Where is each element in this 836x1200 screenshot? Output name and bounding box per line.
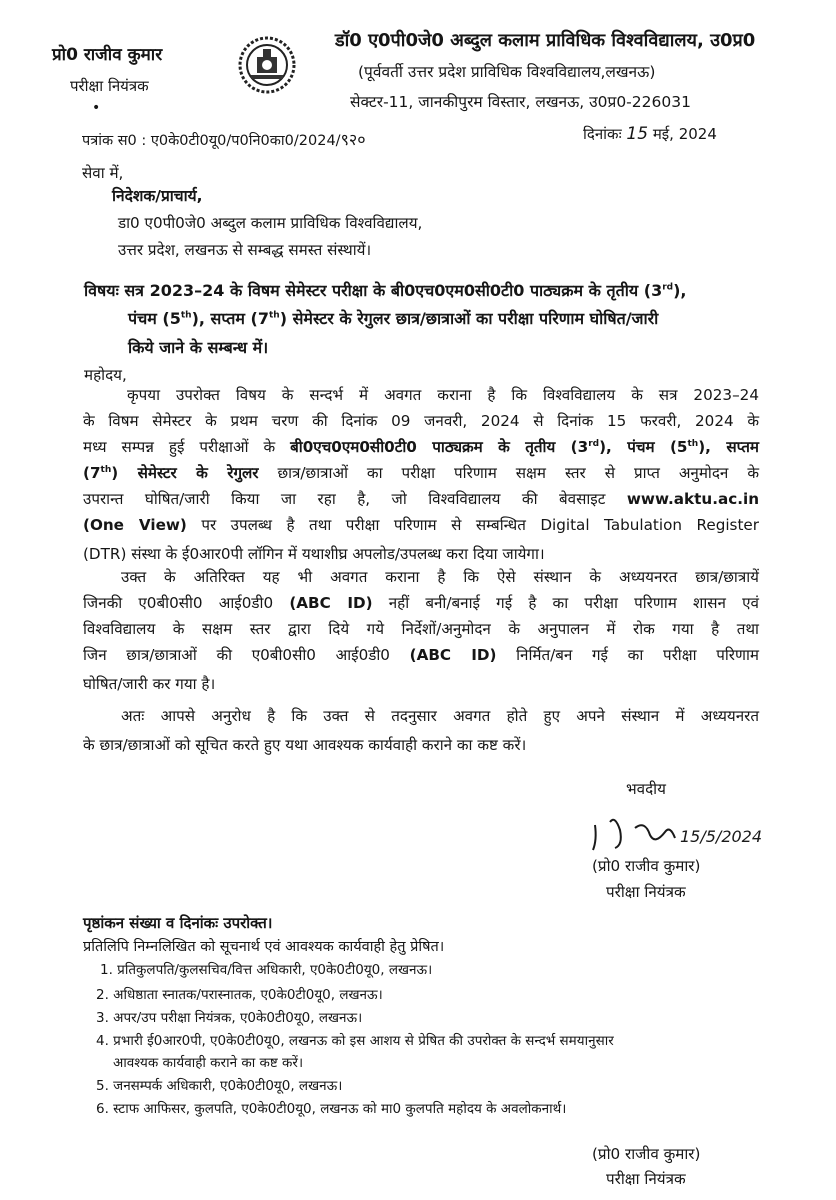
reference-handwritten-number: ९२० bbox=[340, 130, 366, 149]
paragraph-1-line-7: (DTR) संस्था के ई0आर0पी लॉगिन में यथाशीघ्र अपलोड/उपलब्ध करा दिया जायेगा। bbox=[83, 545, 545, 563]
endorsement-intro: प्रतिलिपि निम्नलिखित को सूचनार्थ एवं आवश्यक कार्यवाही हेतु प्रेषित। bbox=[83, 939, 445, 955]
paragraph-1-line-5: उपरान्त घोषित/जारी किया जा रहा है, जो विश्वविद्यालय की बेवसाइट www.aktu.ac.in bbox=[83, 490, 760, 508]
date-month-year: मई, 2024 bbox=[652, 125, 717, 143]
paragraph-2-line-3: विश्वविद्यालय के सक्षम स्तर द्वारा दिये गये निर्देशों/अनुमोदन के अनुपालन में रोक गया है तथा bbox=[83, 620, 759, 638]
subject-line-2: पंचम (5th), सप्तम (7th) सेमेस्टर के रेगुलर छात्र/छात्राओं का परीक्षा परिणाम घोषित/जारी bbox=[128, 309, 659, 328]
paragraph-3-line-1: अतः आपसे अनुरोध है कि उक्त से तदनुसार अवगत होते हुए अपने संस्थान में अध्ययनरत bbox=[121, 707, 759, 725]
greeting: महोदय, bbox=[84, 366, 127, 384]
paragraph-2-line-2: जिनकी ए0बी0सी0 आई0डी0 (ABC ID) नहीं बनी/बनाई गई है का परीक्षा परिणाम शासन एवं bbox=[83, 594, 759, 612]
university-name: डॉ0 ए0पी0जे0 अब्दुल कलाम प्राविधिक विश्वविद्यालय, उ0प्र0 bbox=[335, 30, 756, 51]
reference-number bbox=[82, 127, 366, 154]
website-link: www.aktu.ac.in bbox=[626, 490, 760, 508]
closing-signatory-name: (प्रो0 राजीव कुमार) bbox=[592, 857, 701, 875]
paragraph-1-line-3: मध्य सम्पन्न हुई परीक्षाओं के बी0एच0एम0सी0टी0 पाठ्यक्रम के तृतीय (3rd), पंचम (5th), सप्तम bbox=[83, 438, 760, 456]
svg-text:15/5/2024: 15/5/2024 bbox=[680, 827, 763, 846]
bullet-mark: • bbox=[92, 100, 101, 116]
endorsement-signatory-title: परीक्षा नियंत्रक bbox=[606, 1170, 686, 1188]
closing-yours: भवदीय bbox=[626, 780, 666, 798]
paragraph-1-line-4: (7th) सेमेस्टर के रेगुलर छात्र/छात्राओं का परीक्षा परिणाम सक्षम स्तर से प्राप्त अनुमोदन के bbox=[83, 464, 759, 482]
paragraph-1-line-6: (One View) पर उपलब्ध है तथा परीक्षा परिणाम से सम्बन्धित Digital Tabulation Register bbox=[83, 516, 760, 534]
cc-item-3: 3. अपर/उप परीक्षा नियंत्रक, ए0के0टी0यू0, लखनऊ। bbox=[96, 1010, 363, 1026]
closing-signatory-title: परीक्षा नियंत्रक bbox=[606, 883, 686, 901]
date-day-handwritten: 15 bbox=[626, 124, 649, 144]
university-address: सेक्टर-11, जानकीपुरम विस्तार, लखनऊ, उ0प्र0-226031 bbox=[350, 93, 691, 111]
university-logo-icon bbox=[237, 35, 297, 95]
cc-item-1: 1. प्रतिकुलपति/कुलसचिव/वित्त अधिकारी, ए0के0टी0यू0, लखनऊ। bbox=[100, 962, 433, 978]
recipient-line-2: उत्तर प्रदेश, लखनऊ से सम्बद्ध समस्त संस्थायें। bbox=[118, 241, 372, 259]
reference-code: ए0के0टी0यू0/प0नि0का0/2024/ bbox=[150, 133, 341, 149]
date-label: दिनांकः bbox=[583, 125, 622, 143]
university-former-name: (पूर्ववर्ती उत्तर प्रदेश प्राविधिक विश्वविद्यालय,लखनऊ) bbox=[358, 63, 656, 81]
paragraph-1-line-1: कृपया उपरोक्त विषय के सन्दर्भ में अवगत कराना है कि विश्वविद्यालय के सत्र 2023–24 bbox=[127, 386, 759, 404]
paragraph-2-line-1: उक्त के अतिरिक्त यह भी अवगत कराना है कि ऐसे संस्थान के अध्ययनरत छात्र/छात्रायें bbox=[121, 568, 759, 586]
subject-line-3: किये जाने के सम्बन्ध में। bbox=[128, 338, 269, 357]
salutation: सेवा में, bbox=[82, 164, 124, 182]
controller-name: प्रो0 राजीव कुमार bbox=[52, 45, 163, 65]
cc-item-6: 6. स्टाफ आफिसर, कुलपति, ए0के0टी0यू0, लखनऊ को मा0 कुलपति महोदय के अवलोकनार्थ। bbox=[96, 1101, 567, 1117]
cc-item-4-continued: आवश्यक कार्यवाही कराने का कष्ट करें। bbox=[113, 1055, 304, 1071]
subject-line-1: विषयः सत्र 2023–24 के विषम सेमेस्टर परीक्षा के बी0एच0एम0सी0टी0 पाठ्यक्रम के तृतीय (3rd), bbox=[84, 281, 687, 300]
paragraph-1-line-2: के विषम सेमेस्टर के प्रथम चरण की दिनांक 09 जनवरी, 2024 से दिनांक 15 फरवरी, 2024 के bbox=[83, 412, 759, 430]
recipient-line-1: डा0 ए0पी0जे0 अब्दुल कलाम प्राविधिक विश्वविद्यालय, bbox=[118, 214, 423, 232]
endorsement-heading: पृष्ठांकन संख्या व दिनांकः उपरोक्त। bbox=[83, 914, 273, 932]
endorsement-signatory-name: (प्रो0 राजीव कुमार) bbox=[592, 1145, 701, 1163]
reference-label: पत्रांक स0 : bbox=[82, 133, 147, 149]
cc-item-2: 2. अधिष्ठाता स्नातक/परास्नातक, ए0के0टी0यू0, लखनऊ। bbox=[96, 987, 383, 1003]
cc-item-4: 4. प्रभारी ई0आर0पी, ए0के0टी0यू0, लखनऊ को इस आशय से प्रेषित की उपरोक्त के सन्दर्भ समयानुसार bbox=[96, 1033, 614, 1049]
letter-date bbox=[583, 121, 717, 147]
paragraph-2-line-4: जिन छात्र/छात्राओं की ए0बी0सी0 आई0डी0 (ABC ID) निर्मित/बन गई का परीक्षा परिणाम bbox=[83, 646, 759, 664]
paragraph-2-line-5: घोषित/जारी कर गया है। bbox=[83, 675, 216, 693]
paragraph-3-line-2: के छात्र/छात्राओं को सूचित करते हुए यथा आवश्यक कार्यवाही कराने का कष्ट करें। bbox=[83, 736, 527, 754]
cc-item-5: 5. जनसम्पर्क अधिकारी, ए0के0टी0यू0, लखनऊ। bbox=[96, 1078, 343, 1094]
recipient-title: निदेशक/प्राचार्य, bbox=[112, 187, 203, 205]
controller-title: परीक्षा नियंत्रक bbox=[70, 77, 149, 95]
